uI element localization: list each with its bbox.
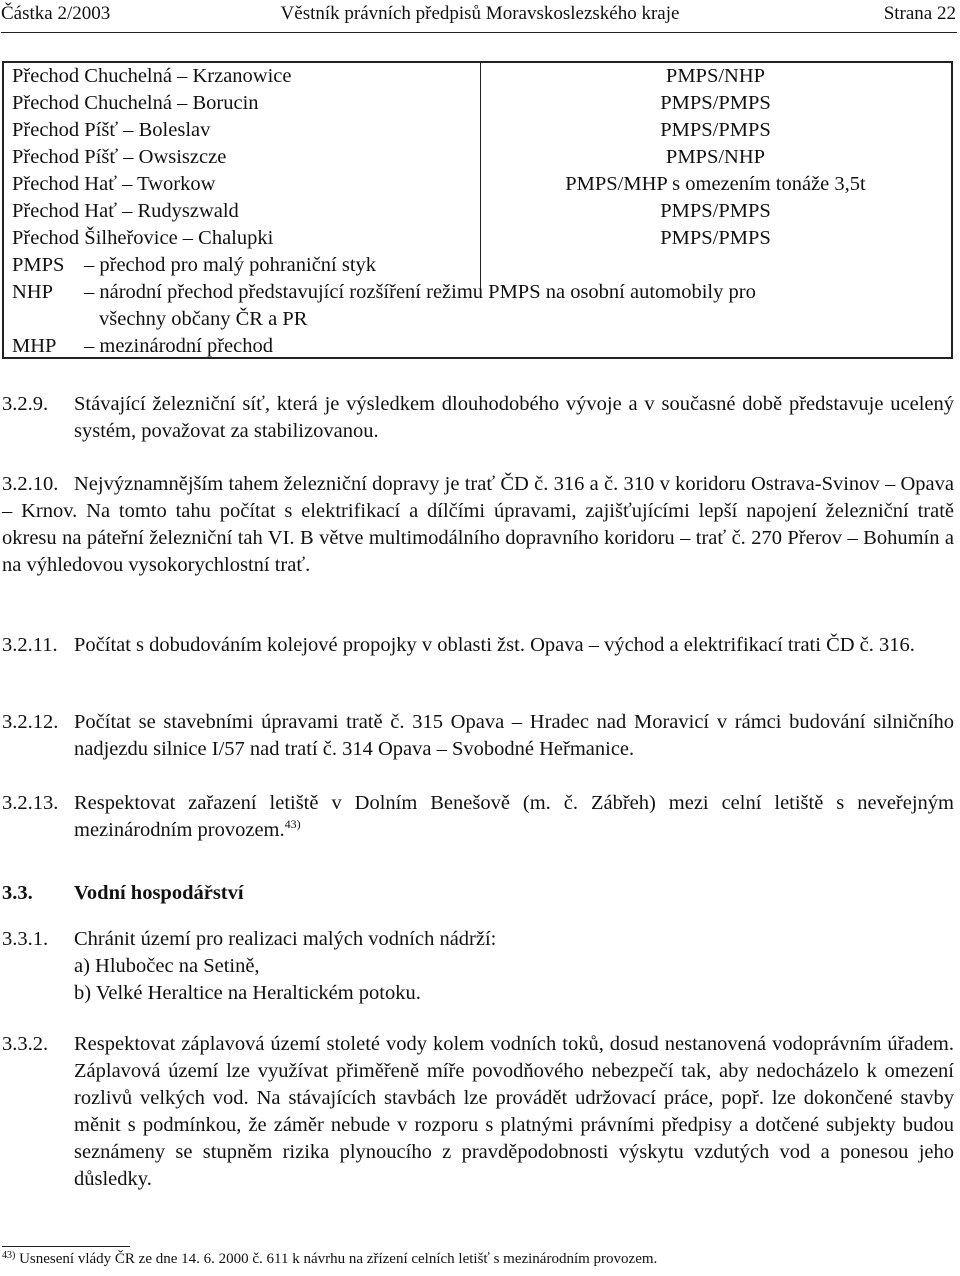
section-number: 3.2.11. <box>2 634 58 656</box>
crossing-type: PMPS/PMPS <box>660 92 771 114</box>
section-text <box>74 790 954 844</box>
section-text: Stávající železniční síť, která je výsledkem dlouhodobého vývoje a v současné době představuje ucelený systém, považovat za stabilizovanou. <box>74 393 954 442</box>
section-3-2-13 <box>2 790 954 844</box>
legend-abbr: NHP <box>12 281 54 303</box>
section-body <box>74 926 954 1007</box>
section-number: 3.3. <box>2 882 33 904</box>
section-number: 3.3.1. <box>2 928 49 950</box>
section-3-3 <box>2 880 954 907</box>
section-3-2-10 <box>2 471 954 579</box>
issue-number: Částka 2/2003 <box>1 3 111 24</box>
crossing-name: Přechod Šilheřovice – Chalupki <box>12 227 274 249</box>
section-number: 3.2.9. <box>2 393 49 415</box>
border-crossings-table <box>2 61 953 359</box>
legend-text: – národní přechod představující rozšíření režimu PMPS na osobní automobily pro <box>84 281 756 303</box>
section-number: 3.2.13. <box>2 792 59 814</box>
footnote <box>2 1250 657 1268</box>
header-rule <box>1 32 957 33</box>
section-heading: Vodní hospodářství <box>74 882 244 904</box>
section-number: 3.3.2. <box>2 1033 49 1055</box>
page-header <box>0 0 960 34</box>
section-3-3-2 <box>2 1031 954 1193</box>
footnote-mark: 43) <box>2 1250 16 1261</box>
legend-text: – přechod pro malý pohraniční styk <box>84 254 377 276</box>
crossing-type: PMPS/NHP <box>665 146 766 168</box>
section-number: 3.2.12. <box>2 711 59 733</box>
list-item: b) Velké Heraltice na Heraltickém potoku. <box>74 982 421 1004</box>
crossing-name: Přechod Píšť – Owsiszcze <box>12 146 227 168</box>
crossing-type: PMPS/PMPS <box>660 200 771 222</box>
section-3-2-12 <box>2 709 954 763</box>
section-text: Počítat s dobudováním kolejové propojky v oblasti žst. Opava – východ a elektrifikací trati ČD č. 316. <box>74 634 915 656</box>
crossing-name: Přechod Hať – Tworkow <box>12 173 216 195</box>
legend-abbr: MHP <box>12 335 57 357</box>
crossing-name: Přechod Chuchelná – Krzanowice <box>12 65 292 87</box>
section-3-2-11 <box>2 632 954 659</box>
page-number: Strana 22 <box>883 3 956 24</box>
crossing-type: PMPS/NHP <box>665 65 766 87</box>
crossing-name: Přechod Píšť – Boleslav <box>12 119 211 141</box>
legend-text: – mezinárodní přechod <box>84 335 273 357</box>
footnote-rule <box>2 1246 130 1247</box>
journal-title: Věstník právních předpisů Moravskoslezského kraje <box>280 3 680 24</box>
footnote-reference: 43) <box>284 817 301 831</box>
crossing-name: Přechod Hať – Rudyszwald <box>12 200 239 222</box>
crossing-type: PMPS/PMPS <box>660 119 771 141</box>
crossing-name: Přechod Chuchelná – Borucin <box>12 92 259 114</box>
section-text: Počítat se stavebními úpravami tratě č. 315 Opava – Hradec nad Moravicí v rámci budování silničního nadjezdu silnice I/57 nad tratí č. 314 Opava – Svobodné Heřmanice. <box>74 711 954 760</box>
section-number: 3.2.10. <box>2 473 59 495</box>
footnote-text: Usnesení vlády ČR ze dne 14. 6. 2000 č. 611 k návrhu na zřízení celních letišť s mezinárodním provozem. <box>19 1251 658 1267</box>
crossing-type: PMPS/MHP s omezením tonáže 3,5t <box>565 173 866 195</box>
section-text: Chránit území pro realizaci malých vodních nádrží: <box>74 928 497 950</box>
list-item: a) Hlubočec na Setině, <box>74 955 260 977</box>
legend-text-continued: všechny občany ČR a PR <box>99 308 308 330</box>
section-3-3-1 <box>2 926 954 1007</box>
section-text: Nejvýznamnějším tahem železniční dopravy je trať ČD č. 316 a č. 310 v koridoru Ostrava-Svinov – Opava – Krnov. Na tomto tahu počítat s elektrifikací a dílčími úpravami, zajišťujícími lepší napojení železniční tratě okresu na páteřní železniční tah VI. B větve multimodálního dopravního koridoru – trať č. 270 Přerov – Bohumín a na výhledovou vysokorychlostní trať. <box>2 473 954 576</box>
section-text: Respektovat záplavová území stoleté vody kolem vodních toků, dosud nestanovená vodoprávním úřadem. Záplavová území lze využívat přiměřeně míře povodňového nebezpečí tak, aby nedocházelo k omezení rozlivů velkých vod. Na stávajících stavbách lze provádět udržovací práce, popř. lze dokončené stavby měnit s podmínkou, že záměr nebude v rozporu s platnými právními předpisy a dotčené subjekty budou seznámeny se stupněm rizika plynoucího z pravděpodobnosti výskytu vzdutých vod a ponesou jeho důsledky. <box>74 1033 954 1190</box>
section-3-2-9 <box>2 391 954 445</box>
crossing-type: PMPS/PMPS <box>660 227 771 249</box>
section-text-body: Respektovat zařazení letiště v Dolním Benešově (m. č. Zábřeh) mezi celní letiště s neveřejným mezinárodním provozem. <box>74 792 954 841</box>
legend-abbr: PMPS <box>12 254 65 276</box>
